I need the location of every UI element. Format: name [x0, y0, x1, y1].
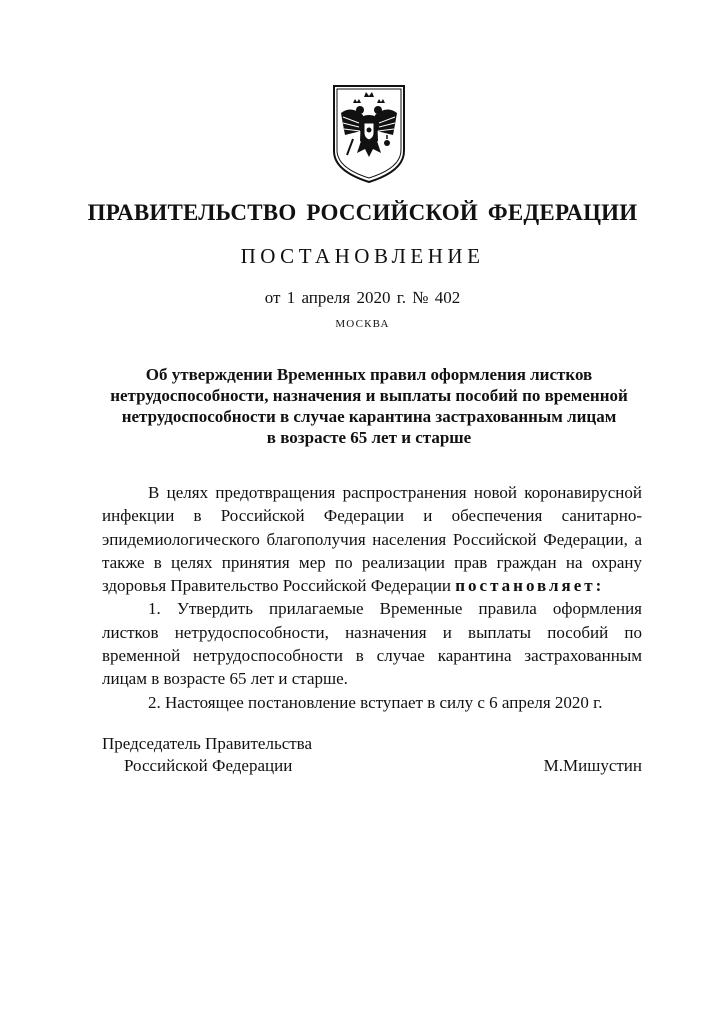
preamble-text: В целях предотвращения распространения новой коронавирусной инфекции в Российской Федерации и обеспечения санитарно-эпидемиологического благополучия населения Российской Федерации, а также в целях принятия мер по реализации прав граждан на охрану здоровья Правительство Российской Федерации [102, 483, 642, 596]
coat-of-arms-emblem [331, 83, 407, 185]
signatory-position: Российской Федерации [124, 756, 293, 775]
document-date-number: от 1 апреля 2020 г. № 402 [264, 288, 461, 307]
subject-line: нетрудоспособности, назначения и выплаты пособий по временной [110, 386, 628, 405]
signatory-position: Председатель Правительства [102, 734, 313, 753]
subject-line: Об утверждении Временных правил оформления листков [145, 365, 593, 384]
decree-item: 2. Настоящее постановление вступает в силу с 6 апреля 2020 г. [148, 692, 603, 712]
document-subject [100, 364, 638, 448]
subject-line: в возрасте 65 лет и старше [266, 428, 472, 447]
signatory-name: М.Мишустин [543, 756, 642, 775]
decree-item: 1. Утвердить прилагаемые Временные правила оформления листков нетрудоспособности, назначения и выплаты пособий по временной нетрудоспособности в случае карантина застрахованным лицам в возрасте 65 лет и старше. [102, 599, 642, 689]
preamble-paragraph [102, 481, 642, 597]
signature-block [102, 733, 642, 777]
document-city: МОСКВА [335, 318, 390, 330]
russian-coat-of-arms-icon [331, 83, 407, 185]
subject-line: нетрудоспособности в случае карантина застрахованным лицам [121, 407, 617, 426]
government-title: ПРАВИТЕЛЬСТВО РОССИЙСКОЙ ФЕДЕРАЦИИ [87, 200, 638, 225]
document-type: ПОСТАНОВЛЕНИЕ [240, 244, 485, 268]
decree-word: постановляет: [455, 576, 605, 596]
document-body [102, 481, 642, 714]
